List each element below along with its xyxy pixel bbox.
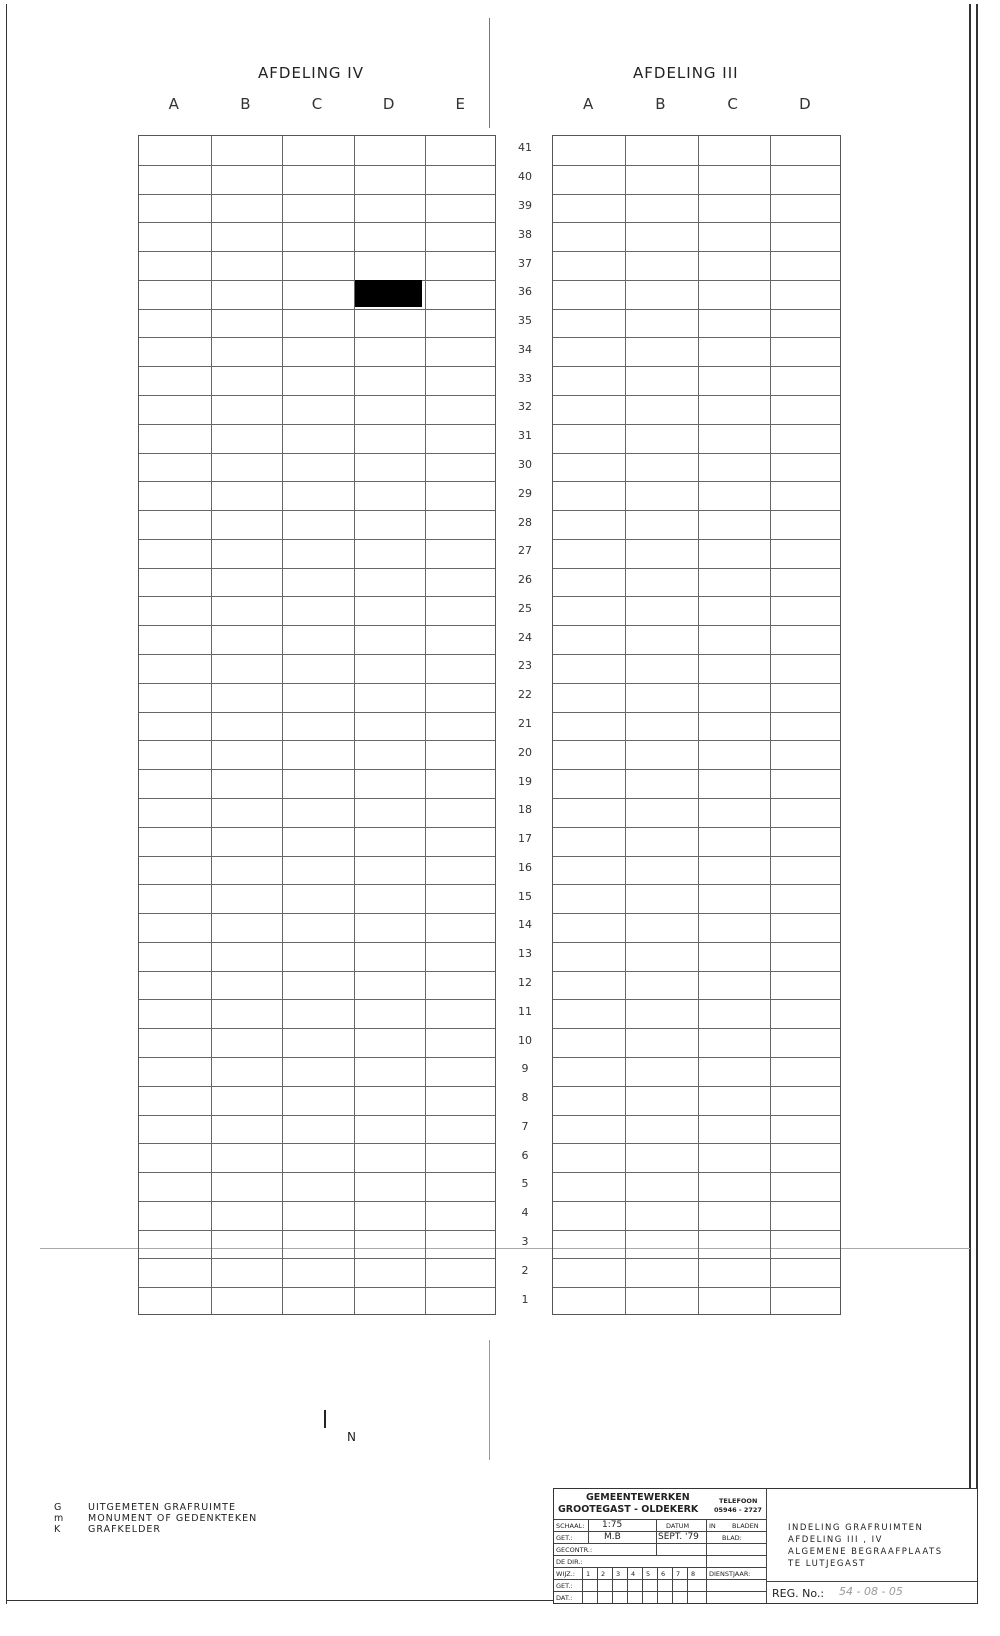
tb-v-in xyxy=(706,1519,707,1603)
row-number: 36 xyxy=(518,285,532,299)
tb-wijz-divider xyxy=(582,1567,583,1603)
frame-left xyxy=(6,4,7,1604)
tb-hsep-header xyxy=(554,1519,766,1520)
row-divider xyxy=(553,481,840,482)
column-divider xyxy=(770,136,771,1314)
row-divider xyxy=(553,1201,840,1202)
row-divider xyxy=(553,913,840,914)
row-divider xyxy=(553,884,840,885)
row-divider xyxy=(553,1115,840,1116)
row-divider xyxy=(139,596,495,597)
row-divider xyxy=(139,251,495,252)
row-divider xyxy=(139,625,495,626)
tb-wijz-number: 5 xyxy=(646,1570,651,1578)
row-number: 27 xyxy=(518,544,532,558)
row-number: 20 xyxy=(518,745,532,759)
tb-get2-label: GET.: xyxy=(556,1582,573,1590)
row-number: 31 xyxy=(518,429,532,443)
row-divider xyxy=(553,1143,840,1144)
row-divider xyxy=(139,913,495,914)
row-divider xyxy=(139,942,495,943)
tb-tel-label: TELEFOON xyxy=(719,1497,758,1505)
tb-wijz-divider xyxy=(672,1567,673,1603)
tb-wijz-label: WIJZ.: xyxy=(556,1570,575,1578)
row-number: 40 xyxy=(518,170,532,184)
row-divider xyxy=(553,1258,840,1259)
tb-wijz-number: 6 xyxy=(661,1570,666,1578)
occupied-plot xyxy=(355,280,423,307)
row-divider xyxy=(139,712,495,713)
column-divider xyxy=(625,136,626,1314)
row-divider xyxy=(139,1028,495,1029)
row-number: 21 xyxy=(518,717,532,730)
row-divider xyxy=(139,1230,495,1231)
row-divider xyxy=(553,1230,840,1231)
row-number: 2 xyxy=(521,1263,529,1277)
tb-schaal-label: SCHAAL: xyxy=(556,1522,585,1530)
section-title-right: AFDELING III xyxy=(633,64,739,82)
grid-afdeling-iv xyxy=(138,135,496,1315)
row-number: 33 xyxy=(518,371,532,385)
section-divider xyxy=(489,18,490,128)
column-divider xyxy=(211,136,212,1314)
row-number: 32 xyxy=(518,400,532,414)
row-number: 39 xyxy=(518,198,532,212)
tb-desc-4: TE LUTJEGAST xyxy=(788,1559,866,1569)
row-number: 6 xyxy=(521,1148,529,1162)
row-divider xyxy=(553,1287,840,1288)
row-number: 34 xyxy=(518,342,532,356)
divider-lower xyxy=(489,1340,490,1460)
grid-afdeling-iii xyxy=(552,135,841,1315)
tb-dat-label: DAT.: xyxy=(556,1594,573,1602)
north-label: N xyxy=(347,1430,356,1444)
tb-reg-sep xyxy=(766,1581,977,1582)
row-number: 15 xyxy=(518,889,532,903)
row-number: 14 xyxy=(518,918,532,932)
row-number: 30 xyxy=(518,457,532,471)
north-arrow-icon xyxy=(324,1410,326,1428)
row-divider xyxy=(553,856,840,857)
column-divider xyxy=(425,136,426,1314)
row-divider xyxy=(553,194,840,195)
row-divider xyxy=(139,1201,495,1202)
row-divider xyxy=(139,769,495,770)
row-number: 8 xyxy=(521,1091,529,1105)
row-divider xyxy=(553,366,840,367)
tb-desc-2: AFDELING III , IV xyxy=(788,1535,883,1545)
row-divider xyxy=(139,798,495,799)
legend-item xyxy=(54,1524,161,1535)
legend-key: G xyxy=(54,1502,63,1513)
row-divider xyxy=(553,798,840,799)
row-number: 26 xyxy=(518,573,532,587)
title-block xyxy=(553,1488,978,1604)
row-divider xyxy=(139,971,495,972)
row-number: 5 xyxy=(521,1177,529,1191)
row-number: 7 xyxy=(521,1119,529,1133)
column-header-iv-a: A xyxy=(168,95,179,113)
row-divider xyxy=(553,1028,840,1029)
row-divider xyxy=(139,337,495,338)
row-number: 28 xyxy=(518,515,532,529)
row-divider xyxy=(139,453,495,454)
row-divider xyxy=(139,395,495,396)
tb-blad-label: BLAD: xyxy=(722,1534,742,1542)
tb-reg-label: REG. No.: xyxy=(772,1587,825,1600)
row-divider xyxy=(139,1258,495,1259)
row-divider xyxy=(139,194,495,195)
row-divider xyxy=(553,309,840,310)
row-divider xyxy=(553,510,840,511)
tb-org-line1: GEMEENTEWERKEN xyxy=(586,1492,690,1503)
legend-text: GRAFKELDER xyxy=(88,1524,161,1535)
column-header-iii-c: C xyxy=(727,95,738,113)
row-divider xyxy=(139,539,495,540)
tb-wijz-number: 8 xyxy=(691,1570,696,1578)
tb-vsep-main xyxy=(766,1489,767,1603)
row-divider xyxy=(553,395,840,396)
row-number: 16 xyxy=(518,860,532,874)
tb-datum-label: DATUM xyxy=(666,1522,690,1530)
row-divider xyxy=(139,1172,495,1173)
row-divider xyxy=(553,337,840,338)
tb-wijz-divider xyxy=(597,1567,598,1603)
legend-key: K xyxy=(54,1524,62,1535)
row-divider xyxy=(139,856,495,857)
tb-h6 xyxy=(554,1591,766,1592)
row-divider xyxy=(553,740,840,741)
row-divider xyxy=(139,884,495,885)
tb-desc-3: ALGEMENE BEGRAAFPLAATS xyxy=(788,1547,943,1557)
tb-v-get xyxy=(588,1519,589,1543)
tb-h3 xyxy=(554,1555,766,1556)
tb-v-datum xyxy=(656,1519,657,1555)
tb-get-value: M.B xyxy=(604,1532,621,1542)
tb-wijz-number: 7 xyxy=(676,1570,681,1578)
column-header-iv-c: C xyxy=(311,95,323,113)
tb-wijz-divider xyxy=(612,1567,613,1603)
tb-wijz-divider xyxy=(657,1567,658,1603)
row-divider xyxy=(553,280,840,281)
row-divider xyxy=(553,769,840,770)
tb-h2 xyxy=(554,1543,766,1544)
row-divider xyxy=(139,481,495,482)
tb-h5 xyxy=(554,1579,766,1580)
column-divider xyxy=(698,136,699,1314)
legend-text: UITGEMETEN GRAFRUIMTE xyxy=(88,1502,236,1513)
row-number: 17 xyxy=(518,832,532,846)
tb-dienstjaar-label: DIENSTJAAR: xyxy=(709,1570,751,1578)
row-divider xyxy=(553,1172,840,1173)
row-divider xyxy=(139,1143,495,1144)
tb-h4 xyxy=(554,1567,766,1568)
row-divider xyxy=(553,654,840,655)
row-number: 12 xyxy=(518,976,532,990)
row-number: 23 xyxy=(518,659,532,673)
legend-text: MONUMENT OF GEDENKTEKEN xyxy=(88,1513,258,1524)
row-divider xyxy=(139,1057,495,1058)
tb-get-label: GET.: xyxy=(556,1534,573,1542)
column-header-iii-b: B xyxy=(655,95,666,113)
row-divider xyxy=(139,740,495,741)
row-divider xyxy=(553,1057,840,1058)
frame-right-1 xyxy=(969,4,971,1604)
row-number: 13 xyxy=(518,947,532,961)
row-divider xyxy=(553,712,840,713)
column-header-iv-e: E xyxy=(455,95,465,113)
row-divider xyxy=(553,222,840,223)
row-number: 10 xyxy=(518,1033,532,1047)
row-number: 25 xyxy=(518,601,532,615)
row-number: 29 xyxy=(518,486,532,500)
row-divider xyxy=(139,366,495,367)
column-header-iv-d: D xyxy=(382,95,395,113)
row-divider xyxy=(553,568,840,569)
tb-wijz-divider xyxy=(642,1567,643,1603)
row-number: 4 xyxy=(521,1206,529,1220)
row-divider xyxy=(139,827,495,828)
tb-schaal-value: 1:75 xyxy=(602,1520,623,1530)
tb-in-label: IN xyxy=(709,1522,716,1530)
column-divider xyxy=(354,136,355,1314)
legend-key: m xyxy=(54,1513,65,1524)
tb-wijz-number: 4 xyxy=(631,1570,636,1578)
row-divider xyxy=(139,1086,495,1087)
row-divider xyxy=(139,1115,495,1116)
tb-bladen-label: BLADEN xyxy=(732,1522,759,1530)
row-divider xyxy=(553,1086,840,1087)
column-header-iv-b: B xyxy=(240,95,251,113)
row-divider xyxy=(139,424,495,425)
tb-tel-value: 05946 - 2727 xyxy=(714,1506,762,1514)
tb-reg-value: 54 - 08 - 05 xyxy=(839,1585,903,1598)
row-number: 11 xyxy=(518,1004,532,1018)
legend-item xyxy=(54,1502,236,1513)
row-divider xyxy=(553,625,840,626)
row-divider xyxy=(553,453,840,454)
row-number: 1 xyxy=(521,1292,529,1306)
tb-wijz-divider xyxy=(627,1567,628,1603)
row-number: 22 xyxy=(518,688,532,702)
row-divider xyxy=(553,424,840,425)
row-divider xyxy=(139,683,495,684)
tb-desc-1: INDELING GRAFRUIMTEN xyxy=(788,1523,924,1533)
row-divider xyxy=(553,942,840,943)
row-divider xyxy=(139,309,495,310)
tb-gecontr-label: GECONTR.: xyxy=(556,1546,593,1554)
row-divider xyxy=(553,971,840,972)
row-divider xyxy=(139,222,495,223)
frame-right-2 xyxy=(976,4,978,1604)
row-divider xyxy=(553,999,840,1000)
row-divider xyxy=(139,999,495,1000)
column-header-iii-a: A xyxy=(582,95,594,113)
row-number: 37 xyxy=(518,256,532,270)
row-divider xyxy=(553,596,840,597)
tb-wijz-number: 3 xyxy=(616,1570,621,1578)
tb-dedir-label: DE DIR.: xyxy=(556,1558,583,1566)
tb-datum-value: SEPT. '79 xyxy=(658,1532,699,1542)
row-number: 35 xyxy=(518,314,532,328)
tb-wijz-number: 1 xyxy=(586,1570,591,1578)
row-divider xyxy=(139,1287,495,1288)
row-number: 19 xyxy=(518,774,532,788)
tb-wijz-number: 2 xyxy=(601,1570,606,1578)
row-divider xyxy=(139,510,495,511)
row-number: 38 xyxy=(518,227,532,241)
row-divider xyxy=(139,654,495,655)
row-number: 9 xyxy=(521,1062,529,1076)
row-number: 18 xyxy=(518,803,532,817)
column-divider xyxy=(282,136,283,1314)
column-header-iii-d: D xyxy=(799,95,811,113)
row-divider xyxy=(553,251,840,252)
row-number: 24 xyxy=(518,630,532,644)
row-divider xyxy=(553,165,840,166)
tb-org-line2: GROOTEGAST - OLDEKERK xyxy=(558,1504,699,1515)
tb-wijz-divider xyxy=(687,1567,688,1603)
row-divider xyxy=(553,539,840,540)
row-divider xyxy=(553,827,840,828)
section-title-left: AFDELING IV xyxy=(258,64,364,82)
row-divider xyxy=(139,280,495,281)
legend-item xyxy=(54,1513,257,1524)
row-number: 3 xyxy=(521,1235,529,1249)
row-divider xyxy=(553,683,840,684)
row-divider xyxy=(139,568,495,569)
row-divider xyxy=(139,165,495,166)
row-number: 41 xyxy=(518,141,532,155)
